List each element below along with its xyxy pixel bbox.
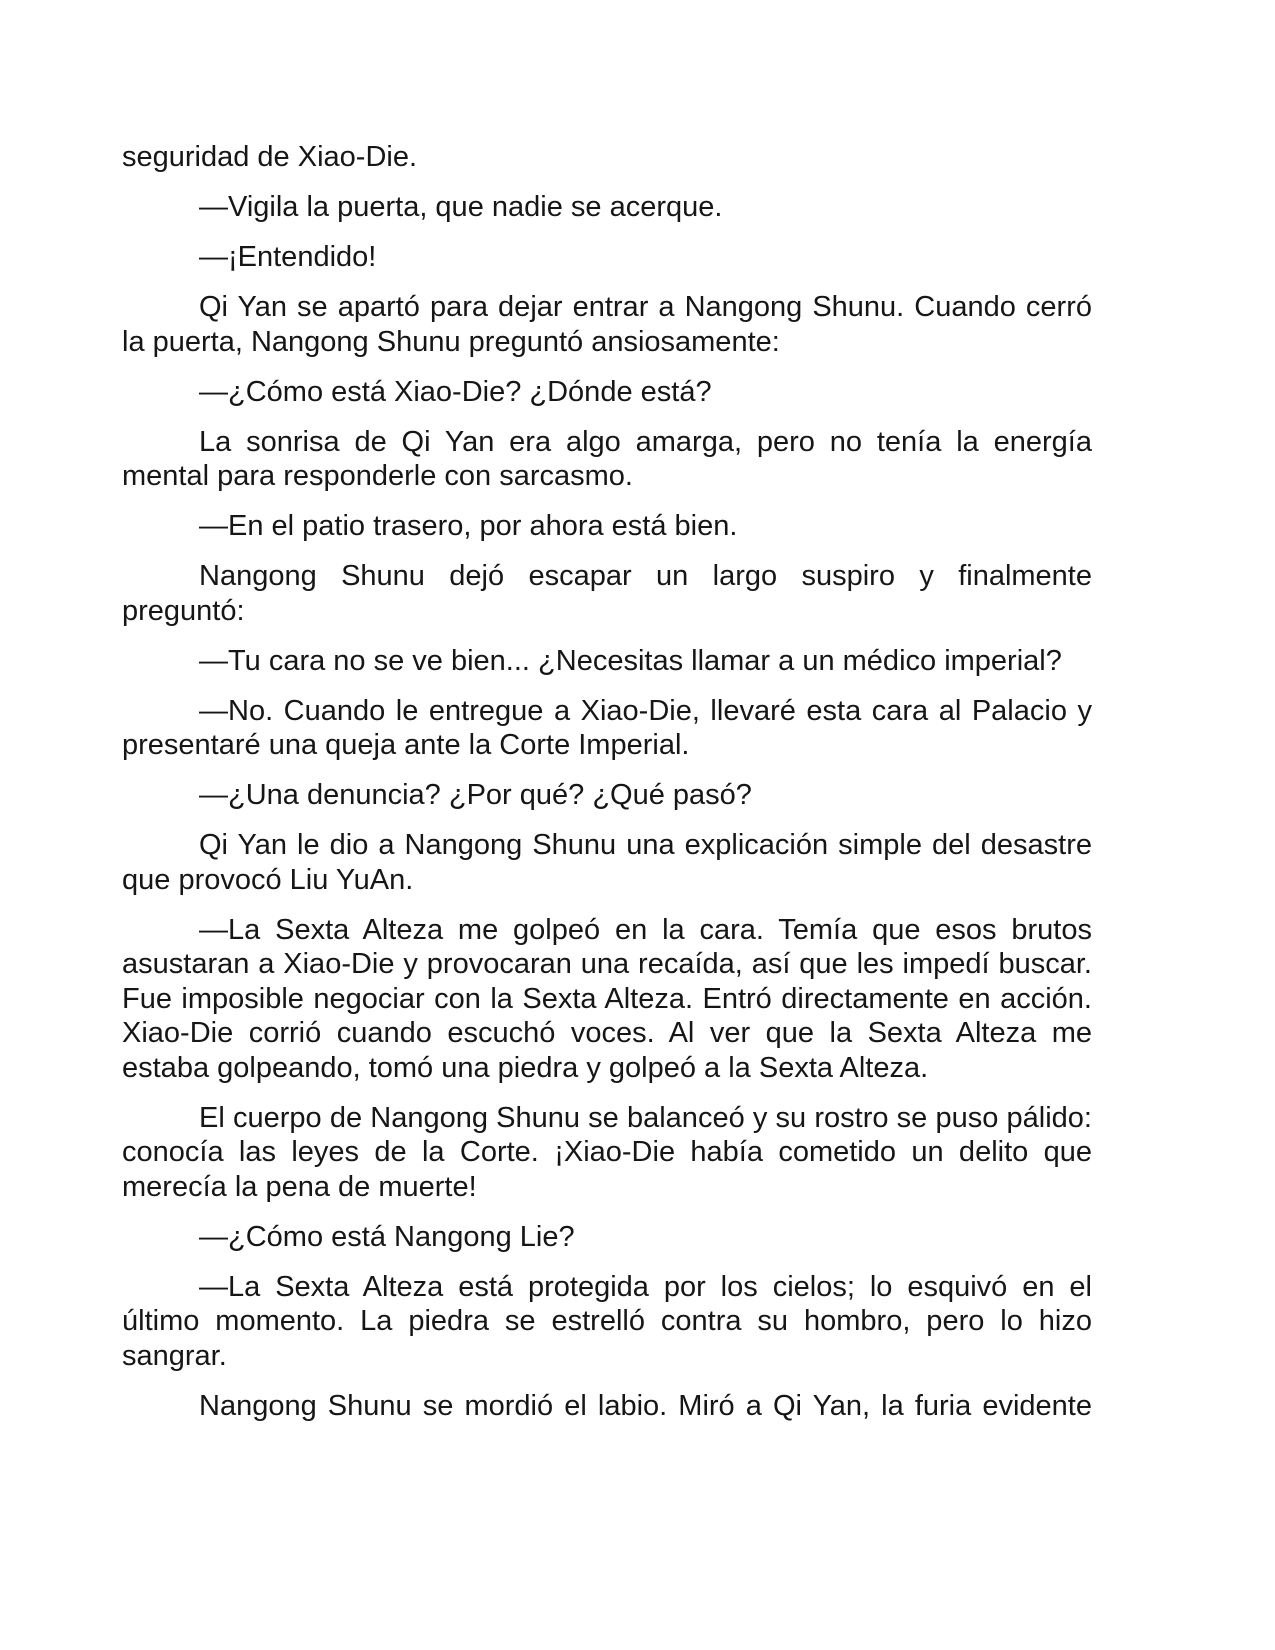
paragraph: —¿Cómo está Xiao-Die? ¿Dónde está? <box>199 375 712 408</box>
body-text <box>122 140 1092 1439</box>
paragraph: El cuerpo de Nangong Shunu se balanceó y su rostro se puso pálido: conocía las leyes de la Corte. ¡Xiao-Die había cometido un delito que merecía la pena de muerte! <box>122 1101 1092 1203</box>
paragraph: —En el patio trasero, por ahora está bien. <box>199 510 738 542</box>
paragraph: Nangong Shunu dejó escapar un largo suspiro y finalmente preguntó: <box>122 560 1092 627</box>
paragraph-continuation: seguridad de Xiao-Die. <box>122 141 418 173</box>
paragraph: —¿Una denuncia? ¿Por qué? ¿Qué pasó? <box>199 779 752 811</box>
paragraph: —Tu cara no se ve bien... ¿Necesitas llamar a un médico imperial? <box>199 644 1062 677</box>
paragraph: —La Sexta Alteza me golpeó en la cara. Temía que esos brutos asustaran a Xiao-Die y provocaran una recaída, así que les impedí buscar. Fue imposible negociar con la Sexta Alteza. Entró directamente en acción. Xiao-Die corrió cuando escuchó voces. Al ver que la Sexta Alteza me estaba golpeando, tomó una piedra y golpeó a la Sexta Alteza. <box>122 913 1092 1084</box>
paragraph: La sonrisa de Qi Yan era algo amarga, pero no tenía la energía mental para responderle con sarcasmo. <box>122 425 1092 492</box>
paragraph: Qi Yan se apartó para dejar entrar a Nangong Shunu. Cuando cerró la puerta, Nangong Shunu preguntó ansiosamente: <box>122 291 1092 358</box>
paragraph: —¿Cómo está Nangong Lie? <box>199 1220 575 1253</box>
paragraph: —La Sexta Alteza está protegida por los cielos; lo esquivó en el último momento. La piedra se estrelló contra su hombro, pero lo hizo sangrar. <box>122 1270 1092 1372</box>
paragraph: Qi Yan le dio a Nangong Shunu una explicación simple del desastre que provocó Liu YuAn. <box>122 829 1092 896</box>
paragraph: —No. Cuando le entregue a Xiao-Die, llevaré esta cara al Palacio y presentaré una queja ante la Corte Imperial. <box>122 694 1092 761</box>
paragraph: —¡Entendido! <box>199 241 377 273</box>
paragraph-last-line: Nangong Shunu se mordió el labio. Miró a Qi Yan, la furia evidente <box>199 1389 1092 1422</box>
paragraph: —Vigila la puerta, que nadie se acerque. <box>199 191 723 223</box>
